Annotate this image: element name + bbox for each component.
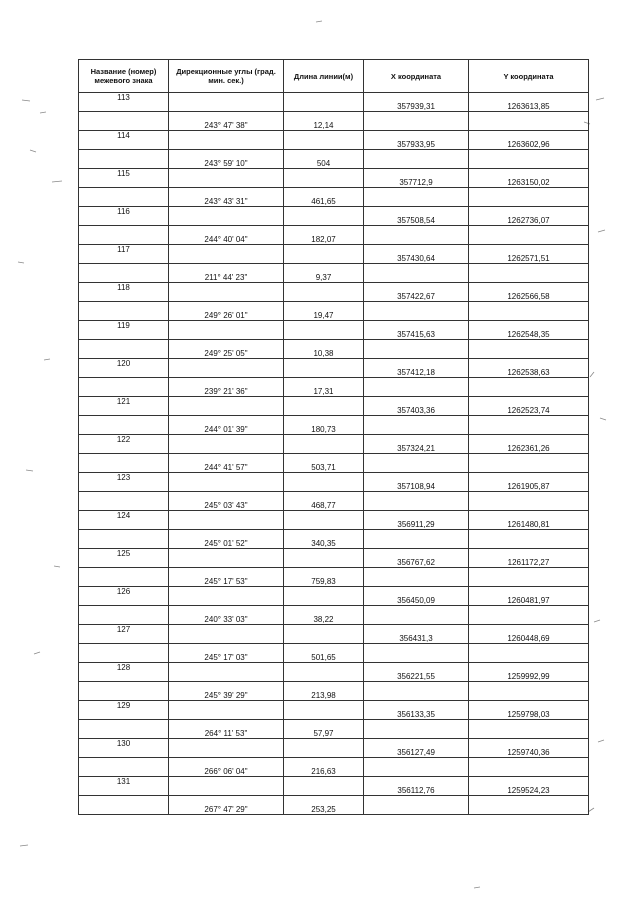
bearing-cell: 264° 11' 53" <box>169 720 284 739</box>
marker-name-cell <box>79 264 169 283</box>
x-coordinate-cell: 357108,94 <box>364 473 469 492</box>
x-coordinate-cell <box>364 264 469 283</box>
table-row <box>79 663 589 682</box>
x-coordinate-cell <box>364 340 469 359</box>
line-length-cell <box>284 435 364 454</box>
line-length-cell: 759,83 <box>284 568 364 587</box>
x-coordinate-cell: 356127,49 <box>364 739 469 758</box>
bearing-cell: 243° 43' 31" <box>169 188 284 207</box>
line-length-cell: 501,65 <box>284 644 364 663</box>
table-row <box>79 606 589 625</box>
marker-name-cell <box>79 568 169 587</box>
y-coordinate-cell <box>469 796 589 815</box>
y-coordinate-cell: 1262736,07 <box>469 207 589 226</box>
x-coordinate-cell: 357430,64 <box>364 245 469 264</box>
bearing-cell: 244° 01' 39" <box>169 416 284 435</box>
bearing-cell <box>169 473 284 492</box>
bearing-cell <box>169 625 284 644</box>
y-coordinate-cell <box>469 112 589 131</box>
y-coordinate-cell: 1262571,51 <box>469 245 589 264</box>
marker-name-cell <box>79 720 169 739</box>
table-row <box>79 112 589 131</box>
table-row <box>79 549 589 568</box>
bearing-cell <box>169 701 284 720</box>
table-row <box>79 796 589 815</box>
line-length-cell: 9,37 <box>284 264 364 283</box>
line-length-cell <box>284 359 364 378</box>
marker-name-cell: 122 <box>79 435 169 454</box>
y-coordinate-cell <box>469 150 589 169</box>
table-row <box>79 644 589 663</box>
marker-name-cell <box>79 226 169 245</box>
header-x: X координата <box>364 60 469 93</box>
bearing-cell <box>169 283 284 302</box>
y-coordinate-cell <box>469 606 589 625</box>
y-coordinate-cell <box>469 568 589 587</box>
y-coordinate-cell: 1263150,02 <box>469 169 589 188</box>
table-row <box>79 473 589 492</box>
y-coordinate-cell <box>469 492 589 511</box>
y-coordinate-cell <box>469 530 589 549</box>
table-row <box>79 302 589 321</box>
header-name: Название (номер) межевого знака <box>79 60 169 93</box>
bearing-cell <box>169 359 284 378</box>
x-coordinate-cell: 356221,55 <box>364 663 469 682</box>
line-length-cell: 503,71 <box>284 454 364 473</box>
bearing-cell: 239° 21' 36" <box>169 378 284 397</box>
x-coordinate-cell: 356112,76 <box>364 777 469 796</box>
marker-name-cell: 118 <box>79 283 169 302</box>
line-length-cell: 461,65 <box>284 188 364 207</box>
x-coordinate-cell <box>364 568 469 587</box>
table-row <box>79 625 589 644</box>
table-row <box>79 397 589 416</box>
y-coordinate-cell <box>469 226 589 245</box>
bearing-cell <box>169 739 284 758</box>
table-row <box>79 492 589 511</box>
y-coordinate-cell: 1262566,58 <box>469 283 589 302</box>
bearing-cell: 240° 33' 03" <box>169 606 284 625</box>
line-length-cell: 180,73 <box>284 416 364 435</box>
x-coordinate-cell <box>364 188 469 207</box>
table-row <box>79 454 589 473</box>
table-row <box>79 131 589 150</box>
y-coordinate-cell: 1262361,26 <box>469 435 589 454</box>
bearing-cell: 266° 06' 04" <box>169 758 284 777</box>
line-length-cell <box>284 207 364 226</box>
marker-name-cell: 124 <box>79 511 169 530</box>
bearing-cell: 245° 39' 29" <box>169 682 284 701</box>
bearing-cell <box>169 511 284 530</box>
table-row <box>79 226 589 245</box>
line-length-cell <box>284 587 364 606</box>
table-row <box>79 587 589 606</box>
x-coordinate-cell <box>364 796 469 815</box>
x-coordinate-cell: 357415,63 <box>364 321 469 340</box>
y-coordinate-cell <box>469 188 589 207</box>
line-length-cell <box>284 245 364 264</box>
x-coordinate-cell <box>364 302 469 321</box>
bearing-cell: 245° 01' 52" <box>169 530 284 549</box>
marker-name-cell <box>79 340 169 359</box>
y-coordinate-cell: 1263602,96 <box>469 131 589 150</box>
marker-name-cell <box>79 530 169 549</box>
bearing-cell <box>169 397 284 416</box>
marker-name-cell: 125 <box>79 549 169 568</box>
bearing-cell <box>169 245 284 264</box>
line-length-cell <box>284 283 364 302</box>
x-coordinate-cell <box>364 112 469 131</box>
table-row <box>79 283 589 302</box>
marker-name-cell <box>79 606 169 625</box>
bearing-cell <box>169 93 284 112</box>
marker-name-cell <box>79 644 169 663</box>
marker-name-cell: 128 <box>79 663 169 682</box>
bearing-cell: 243° 59' 10" <box>169 150 284 169</box>
bearing-cell <box>169 663 284 682</box>
line-length-cell: 504 <box>284 150 364 169</box>
y-coordinate-cell: 1260481,97 <box>469 587 589 606</box>
y-coordinate-cell: 1260448,69 <box>469 625 589 644</box>
y-coordinate-cell <box>469 454 589 473</box>
bearing-cell <box>169 777 284 796</box>
line-length-cell <box>284 701 364 720</box>
x-coordinate-cell: 356911,29 <box>364 511 469 530</box>
marker-name-cell <box>79 682 169 701</box>
marker-name-cell <box>79 188 169 207</box>
bearing-cell: 245° 17' 53" <box>169 568 284 587</box>
y-coordinate-cell: 1261480,81 <box>469 511 589 530</box>
line-length-cell: 10,38 <box>284 340 364 359</box>
y-coordinate-cell: 1263613,85 <box>469 93 589 112</box>
x-coordinate-cell: 357933,95 <box>364 131 469 150</box>
table-row <box>79 359 589 378</box>
table-row <box>79 701 589 720</box>
line-length-cell <box>284 777 364 796</box>
line-length-cell: 213,98 <box>284 682 364 701</box>
bearing-cell: 245° 03' 43" <box>169 492 284 511</box>
marker-name-cell <box>79 416 169 435</box>
y-coordinate-cell: 1259740,36 <box>469 739 589 758</box>
line-length-cell: 19,47 <box>284 302 364 321</box>
table-row <box>79 777 589 796</box>
x-coordinate-cell: 357508,54 <box>364 207 469 226</box>
y-coordinate-cell: 1262538,63 <box>469 359 589 378</box>
table-row <box>79 150 589 169</box>
line-length-cell <box>284 511 364 530</box>
table-row <box>79 511 589 530</box>
marker-name-cell: 119 <box>79 321 169 340</box>
table-row <box>79 682 589 701</box>
table-row <box>79 169 589 188</box>
x-coordinate-cell: 356450,09 <box>364 587 469 606</box>
table-row <box>79 530 589 549</box>
marker-name-cell: 131 <box>79 777 169 796</box>
table-header-row <box>79 60 589 93</box>
x-coordinate-cell: 357939,31 <box>364 93 469 112</box>
y-coordinate-cell: 1261905,87 <box>469 473 589 492</box>
x-coordinate-cell <box>364 682 469 701</box>
marker-name-cell <box>79 150 169 169</box>
table-row <box>79 378 589 397</box>
marker-name-cell: 121 <box>79 397 169 416</box>
marker-name-cell: 114 <box>79 131 169 150</box>
line-length-cell: 253,25 <box>284 796 364 815</box>
bearing-cell: 249° 25' 05" <box>169 340 284 359</box>
table-body <box>79 93 589 815</box>
x-coordinate-cell: 356767,62 <box>364 549 469 568</box>
line-length-cell: 216,63 <box>284 758 364 777</box>
line-length-cell <box>284 131 364 150</box>
table-row <box>79 568 589 587</box>
line-length-cell <box>284 549 364 568</box>
line-length-cell: 57,97 <box>284 720 364 739</box>
y-coordinate-cell: 1259798,03 <box>469 701 589 720</box>
marker-name-cell <box>79 454 169 473</box>
line-length-cell: 340,35 <box>284 530 364 549</box>
y-coordinate-cell <box>469 682 589 701</box>
marker-name-cell <box>79 378 169 397</box>
x-coordinate-cell: 356133,35 <box>364 701 469 720</box>
x-coordinate-cell: 357324,21 <box>364 435 469 454</box>
table-row <box>79 739 589 758</box>
table-row <box>79 340 589 359</box>
line-length-cell <box>284 625 364 644</box>
line-length-cell <box>284 739 364 758</box>
x-coordinate-cell <box>364 416 469 435</box>
header-angle: Дирекционные углы (град. мин. сек.) <box>169 60 284 93</box>
line-length-cell <box>284 169 364 188</box>
y-coordinate-cell <box>469 416 589 435</box>
x-coordinate-cell: 357422,67 <box>364 283 469 302</box>
y-coordinate-cell: 1259992,99 <box>469 663 589 682</box>
marker-name-cell <box>79 302 169 321</box>
bearing-cell <box>169 549 284 568</box>
table-row <box>79 207 589 226</box>
bearing-cell <box>169 587 284 606</box>
y-coordinate-cell <box>469 644 589 663</box>
x-coordinate-cell <box>364 150 469 169</box>
header-length: Длина линии(м) <box>284 60 364 93</box>
marker-name-cell: 126 <box>79 587 169 606</box>
x-coordinate-cell <box>364 606 469 625</box>
y-coordinate-cell <box>469 758 589 777</box>
bearing-cell <box>169 207 284 226</box>
line-length-cell: 468,77 <box>284 492 364 511</box>
y-coordinate-cell: 1261172,27 <box>469 549 589 568</box>
bearing-cell: 245° 17' 03" <box>169 644 284 663</box>
line-length-cell: 182,07 <box>284 226 364 245</box>
y-coordinate-cell <box>469 340 589 359</box>
table-row <box>79 416 589 435</box>
line-length-cell <box>284 473 364 492</box>
bearing-cell: 243° 47' 38" <box>169 112 284 131</box>
marker-name-cell: 130 <box>79 739 169 758</box>
y-coordinate-cell: 1262548,35 <box>469 321 589 340</box>
table-row <box>79 188 589 207</box>
coordinates-table <box>78 59 589 815</box>
table-row <box>79 758 589 777</box>
x-coordinate-cell: 357403,36 <box>364 397 469 416</box>
x-coordinate-cell <box>364 644 469 663</box>
x-coordinate-cell: 357412,18 <box>364 359 469 378</box>
bearing-cell <box>169 435 284 454</box>
marker-name-cell: 115 <box>79 169 169 188</box>
marker-name-cell <box>79 112 169 131</box>
x-coordinate-cell <box>364 492 469 511</box>
marker-name-cell: 127 <box>79 625 169 644</box>
marker-name-cell: 123 <box>79 473 169 492</box>
line-length-cell <box>284 663 364 682</box>
table-row <box>79 93 589 112</box>
marker-name-cell: 116 <box>79 207 169 226</box>
table-row <box>79 245 589 264</box>
line-length-cell: 38,22 <box>284 606 364 625</box>
bearing-cell <box>169 169 284 188</box>
y-coordinate-cell <box>469 264 589 283</box>
marker-name-cell: 113 <box>79 93 169 112</box>
x-coordinate-cell <box>364 454 469 473</box>
line-length-cell <box>284 93 364 112</box>
marker-name-cell: 129 <box>79 701 169 720</box>
bearing-cell: 249° 26' 01" <box>169 302 284 321</box>
x-coordinate-cell: 356431,3 <box>364 625 469 644</box>
bearing-cell: 244° 41' 57" <box>169 454 284 473</box>
marker-name-cell <box>79 758 169 777</box>
bearing-cell: 211° 44' 23" <box>169 264 284 283</box>
marker-name-cell <box>79 796 169 815</box>
y-coordinate-cell: 1262523,74 <box>469 397 589 416</box>
x-coordinate-cell <box>364 758 469 777</box>
bearing-cell <box>169 131 284 150</box>
bearing-cell <box>169 321 284 340</box>
marker-name-cell <box>79 492 169 511</box>
table-row <box>79 321 589 340</box>
y-coordinate-cell: 1259524,23 <box>469 777 589 796</box>
marker-name-cell: 120 <box>79 359 169 378</box>
marker-name-cell: 117 <box>79 245 169 264</box>
y-coordinate-cell <box>469 302 589 321</box>
table-row <box>79 435 589 454</box>
x-coordinate-cell <box>364 226 469 245</box>
x-coordinate-cell: 357712,9 <box>364 169 469 188</box>
x-coordinate-cell <box>364 378 469 397</box>
line-length-cell: 12,14 <box>284 112 364 131</box>
line-length-cell: 17,31 <box>284 378 364 397</box>
y-coordinate-cell <box>469 378 589 397</box>
y-coordinate-cell <box>469 720 589 739</box>
line-length-cell <box>284 321 364 340</box>
header-y: Y координата <box>469 60 589 93</box>
table-row <box>79 264 589 283</box>
line-length-cell <box>284 397 364 416</box>
bearing-cell: 267° 47' 29" <box>169 796 284 815</box>
x-coordinate-cell <box>364 530 469 549</box>
x-coordinate-cell <box>364 720 469 739</box>
bearing-cell: 244° 40' 04" <box>169 226 284 245</box>
table-row <box>79 720 589 739</box>
